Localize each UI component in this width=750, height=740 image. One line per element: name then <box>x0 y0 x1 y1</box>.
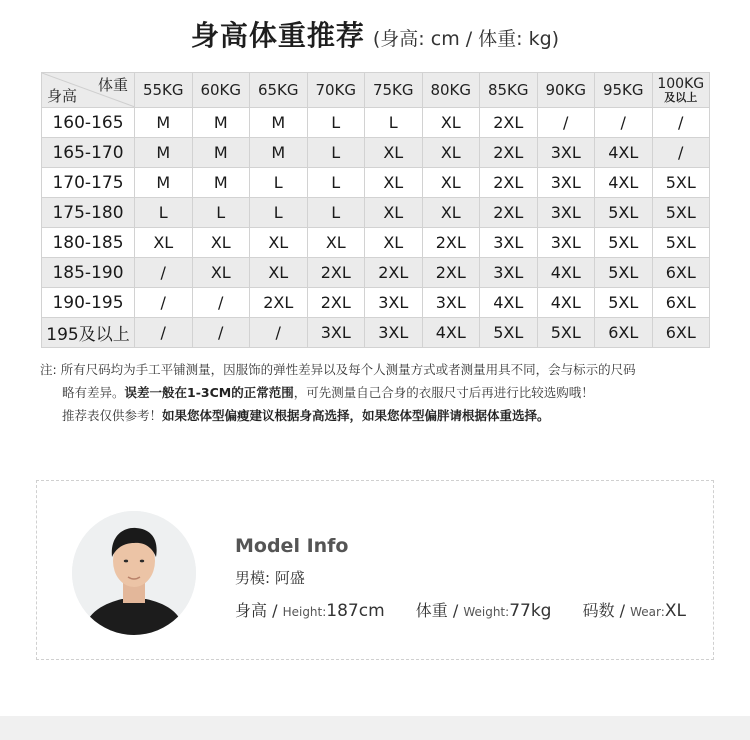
size-cell: M <box>192 108 250 138</box>
model-info-card <box>36 480 714 660</box>
size-cell: / <box>135 258 193 288</box>
size-cell: XL <box>135 228 193 258</box>
size-cell: 5XL <box>652 168 710 198</box>
height-range-cell: 170-175 <box>42 168 135 198</box>
size-cell: XL <box>365 198 423 228</box>
size-cell: / <box>652 138 710 168</box>
model-avatar <box>72 511 196 635</box>
size-cell: 2XL <box>480 198 538 228</box>
size-cell: M <box>192 138 250 168</box>
size-cell: M <box>135 168 193 198</box>
note-emphasis: 如果您体型偏瘦建议根据身高选择，如果您体型偏胖请根据体重选择。 <box>162 408 550 423</box>
note-text: 推荐表仅供参考！ <box>62 408 163 423</box>
model-stats-row <box>235 598 712 621</box>
weight-header: 90KG <box>537 73 595 108</box>
corner-header-cell <box>42 73 135 108</box>
size-cell: M <box>135 138 193 168</box>
size-cell: / <box>537 108 595 138</box>
height-range-cell: 175-180 <box>42 198 135 228</box>
size-cell: XL <box>422 108 480 138</box>
model-portrait-image <box>72 511 196 635</box>
table-row <box>42 318 710 348</box>
corner-height-label: 身高 <box>47 87 78 105</box>
size-cell: 3XL <box>480 228 538 258</box>
size-cell: M <box>192 168 250 198</box>
weight-header: 95KG <box>595 73 653 108</box>
size-cell: 5XL <box>595 198 653 228</box>
height-range-cell: 165-170 <box>42 138 135 168</box>
height-range-cell: 180-185 <box>42 228 135 258</box>
note-text: 略有差异。 <box>62 385 125 400</box>
weight-value: 77kg <box>509 601 552 621</box>
model-details <box>235 535 712 621</box>
table-row <box>42 138 710 168</box>
size-cell: 3XL <box>537 168 595 198</box>
weight-header: 85KG <box>480 73 538 108</box>
note-line-2 <box>40 381 730 404</box>
size-cell: XL <box>307 228 365 258</box>
size-cell: L <box>307 138 365 168</box>
table-row <box>42 288 710 318</box>
size-value: XL <box>664 601 686 621</box>
size-cell: 5XL <box>652 198 710 228</box>
table-header-row <box>42 73 710 108</box>
size-cell: XL <box>422 198 480 228</box>
size-cell: 3XL <box>537 138 595 168</box>
height-range-cell: 190-195 <box>42 288 135 318</box>
size-cell: 3XL <box>307 318 365 348</box>
size-cell: 2XL <box>250 288 308 318</box>
model-size <box>583 601 686 620</box>
size-cell: 4XL <box>537 288 595 318</box>
model-weight <box>416 601 552 620</box>
size-cell: 3XL <box>365 288 423 318</box>
height-value: 187cm <box>326 601 385 621</box>
size-label: 码数 / <box>582 601 626 620</box>
size-cell: 5XL <box>595 228 653 258</box>
table-row <box>42 108 710 138</box>
size-cell: L <box>192 198 250 228</box>
size-cell: 3XL <box>537 228 595 258</box>
size-cell: XL <box>422 138 480 168</box>
size-cell: 2XL <box>480 108 538 138</box>
size-cell: / <box>595 108 653 138</box>
model-name: 阿盛 <box>274 569 305 587</box>
height-range-cell: 185-190 <box>42 258 135 288</box>
weight-header: 60KG <box>192 73 250 108</box>
size-cell: 6XL <box>595 318 653 348</box>
size-cell: M <box>250 138 308 168</box>
corner-weight-label: 体重 <box>97 76 128 94</box>
size-cell: 4XL <box>422 318 480 348</box>
size-cell: / <box>192 288 250 318</box>
note-line-1: 注: 所有尺码均为手工平铺测量，因服饰的弹性差异以及每个人测量方式或者测量用具不同，会与标示的尺码 <box>40 362 636 377</box>
size-cell: 2XL <box>422 228 480 258</box>
size-cell: 2XL <box>480 168 538 198</box>
size-cell: M <box>135 108 193 138</box>
size-cell: XL <box>250 228 308 258</box>
size-cell: 5XL <box>537 318 595 348</box>
weight-header: 55KG <box>135 73 193 108</box>
size-cell: / <box>652 108 710 138</box>
weight-header-top: 100KG <box>657 75 705 92</box>
size-cell: XL <box>192 228 250 258</box>
model-info-heading: Model Info <box>235 535 349 557</box>
size-cell: L <box>135 198 193 228</box>
title-units: (身高: cm / 体重: kg) <box>372 28 560 50</box>
size-cell: 6XL <box>652 258 710 288</box>
page-title <box>0 14 750 54</box>
size-cell: L <box>307 198 365 228</box>
table-row <box>42 258 710 288</box>
model-height <box>235 601 385 620</box>
weight-label-en: Weight: <box>463 605 510 619</box>
size-cell: 4XL <box>595 138 653 168</box>
table-row <box>42 198 710 228</box>
size-cell: L <box>307 108 365 138</box>
size-cell: 4XL <box>480 288 538 318</box>
weight-header: 80KG <box>422 73 480 108</box>
size-cell: XL <box>422 168 480 198</box>
size-notes <box>40 358 730 427</box>
weight-label: 体重 / <box>415 601 459 620</box>
size-cell: 4XL <box>595 168 653 198</box>
size-cell: L <box>307 168 365 198</box>
note-text: ，可先测量自己合身的衣服尺寸后再进行比较选购哦！ <box>293 385 594 400</box>
title-main: 身高体重推荐 <box>190 19 365 52</box>
size-cell: 2XL <box>307 288 365 318</box>
size-cell: 5XL <box>480 318 538 348</box>
size-cell: XL <box>192 258 250 288</box>
size-cell: XL <box>365 228 423 258</box>
weight-header: 70KG <box>307 73 365 108</box>
note-line-3 <box>40 404 730 427</box>
size-cell: L <box>250 198 308 228</box>
table-row <box>42 228 710 258</box>
height-range-cell: 160-165 <box>42 108 135 138</box>
height-range-cell: 195及以上 <box>42 318 135 348</box>
model-name-row <box>235 567 712 588</box>
model-name-label: 男模: <box>235 569 271 587</box>
table-row <box>42 168 710 198</box>
size-cell: 5XL <box>652 228 710 258</box>
size-cell: 3XL <box>480 258 538 288</box>
size-cell: XL <box>250 258 308 288</box>
size-cell: 2XL <box>422 258 480 288</box>
size-chart-table <box>41 72 710 348</box>
size-cell: L <box>365 108 423 138</box>
size-cell: 2XL <box>365 258 423 288</box>
weight-header: 65KG <box>250 73 308 108</box>
size-cell: 2XL <box>480 138 538 168</box>
weight-header-100kg-plus <box>652 73 710 108</box>
size-cell: 6XL <box>652 318 710 348</box>
size-cell: L <box>250 168 308 198</box>
size-cell: 5XL <box>595 288 653 318</box>
size-cell: 3XL <box>365 318 423 348</box>
size-cell: 2XL <box>307 258 365 288</box>
weight-header-bottom: 及以上 <box>664 90 698 104</box>
size-cell: 5XL <box>595 258 653 288</box>
height-label: 身高 / <box>235 601 278 620</box>
size-cell: / <box>192 318 250 348</box>
height-label-en: Height: <box>282 605 327 619</box>
size-cell: / <box>250 318 308 348</box>
note-emphasis: 误差一般在1-3CM的正常范围 <box>124 385 294 400</box>
size-cell: / <box>135 318 193 348</box>
bottom-divider-band <box>0 716 750 740</box>
size-cell: 6XL <box>652 288 710 318</box>
size-cell: / <box>135 288 193 318</box>
size-cell: XL <box>365 138 423 168</box>
size-cell: 3XL <box>537 198 595 228</box>
size-label-en: Wear: <box>630 605 665 619</box>
size-cell: M <box>250 108 308 138</box>
size-cell: XL <box>365 168 423 198</box>
size-cell: 4XL <box>537 258 595 288</box>
weight-header: 75KG <box>365 73 423 108</box>
size-cell: 3XL <box>422 288 480 318</box>
